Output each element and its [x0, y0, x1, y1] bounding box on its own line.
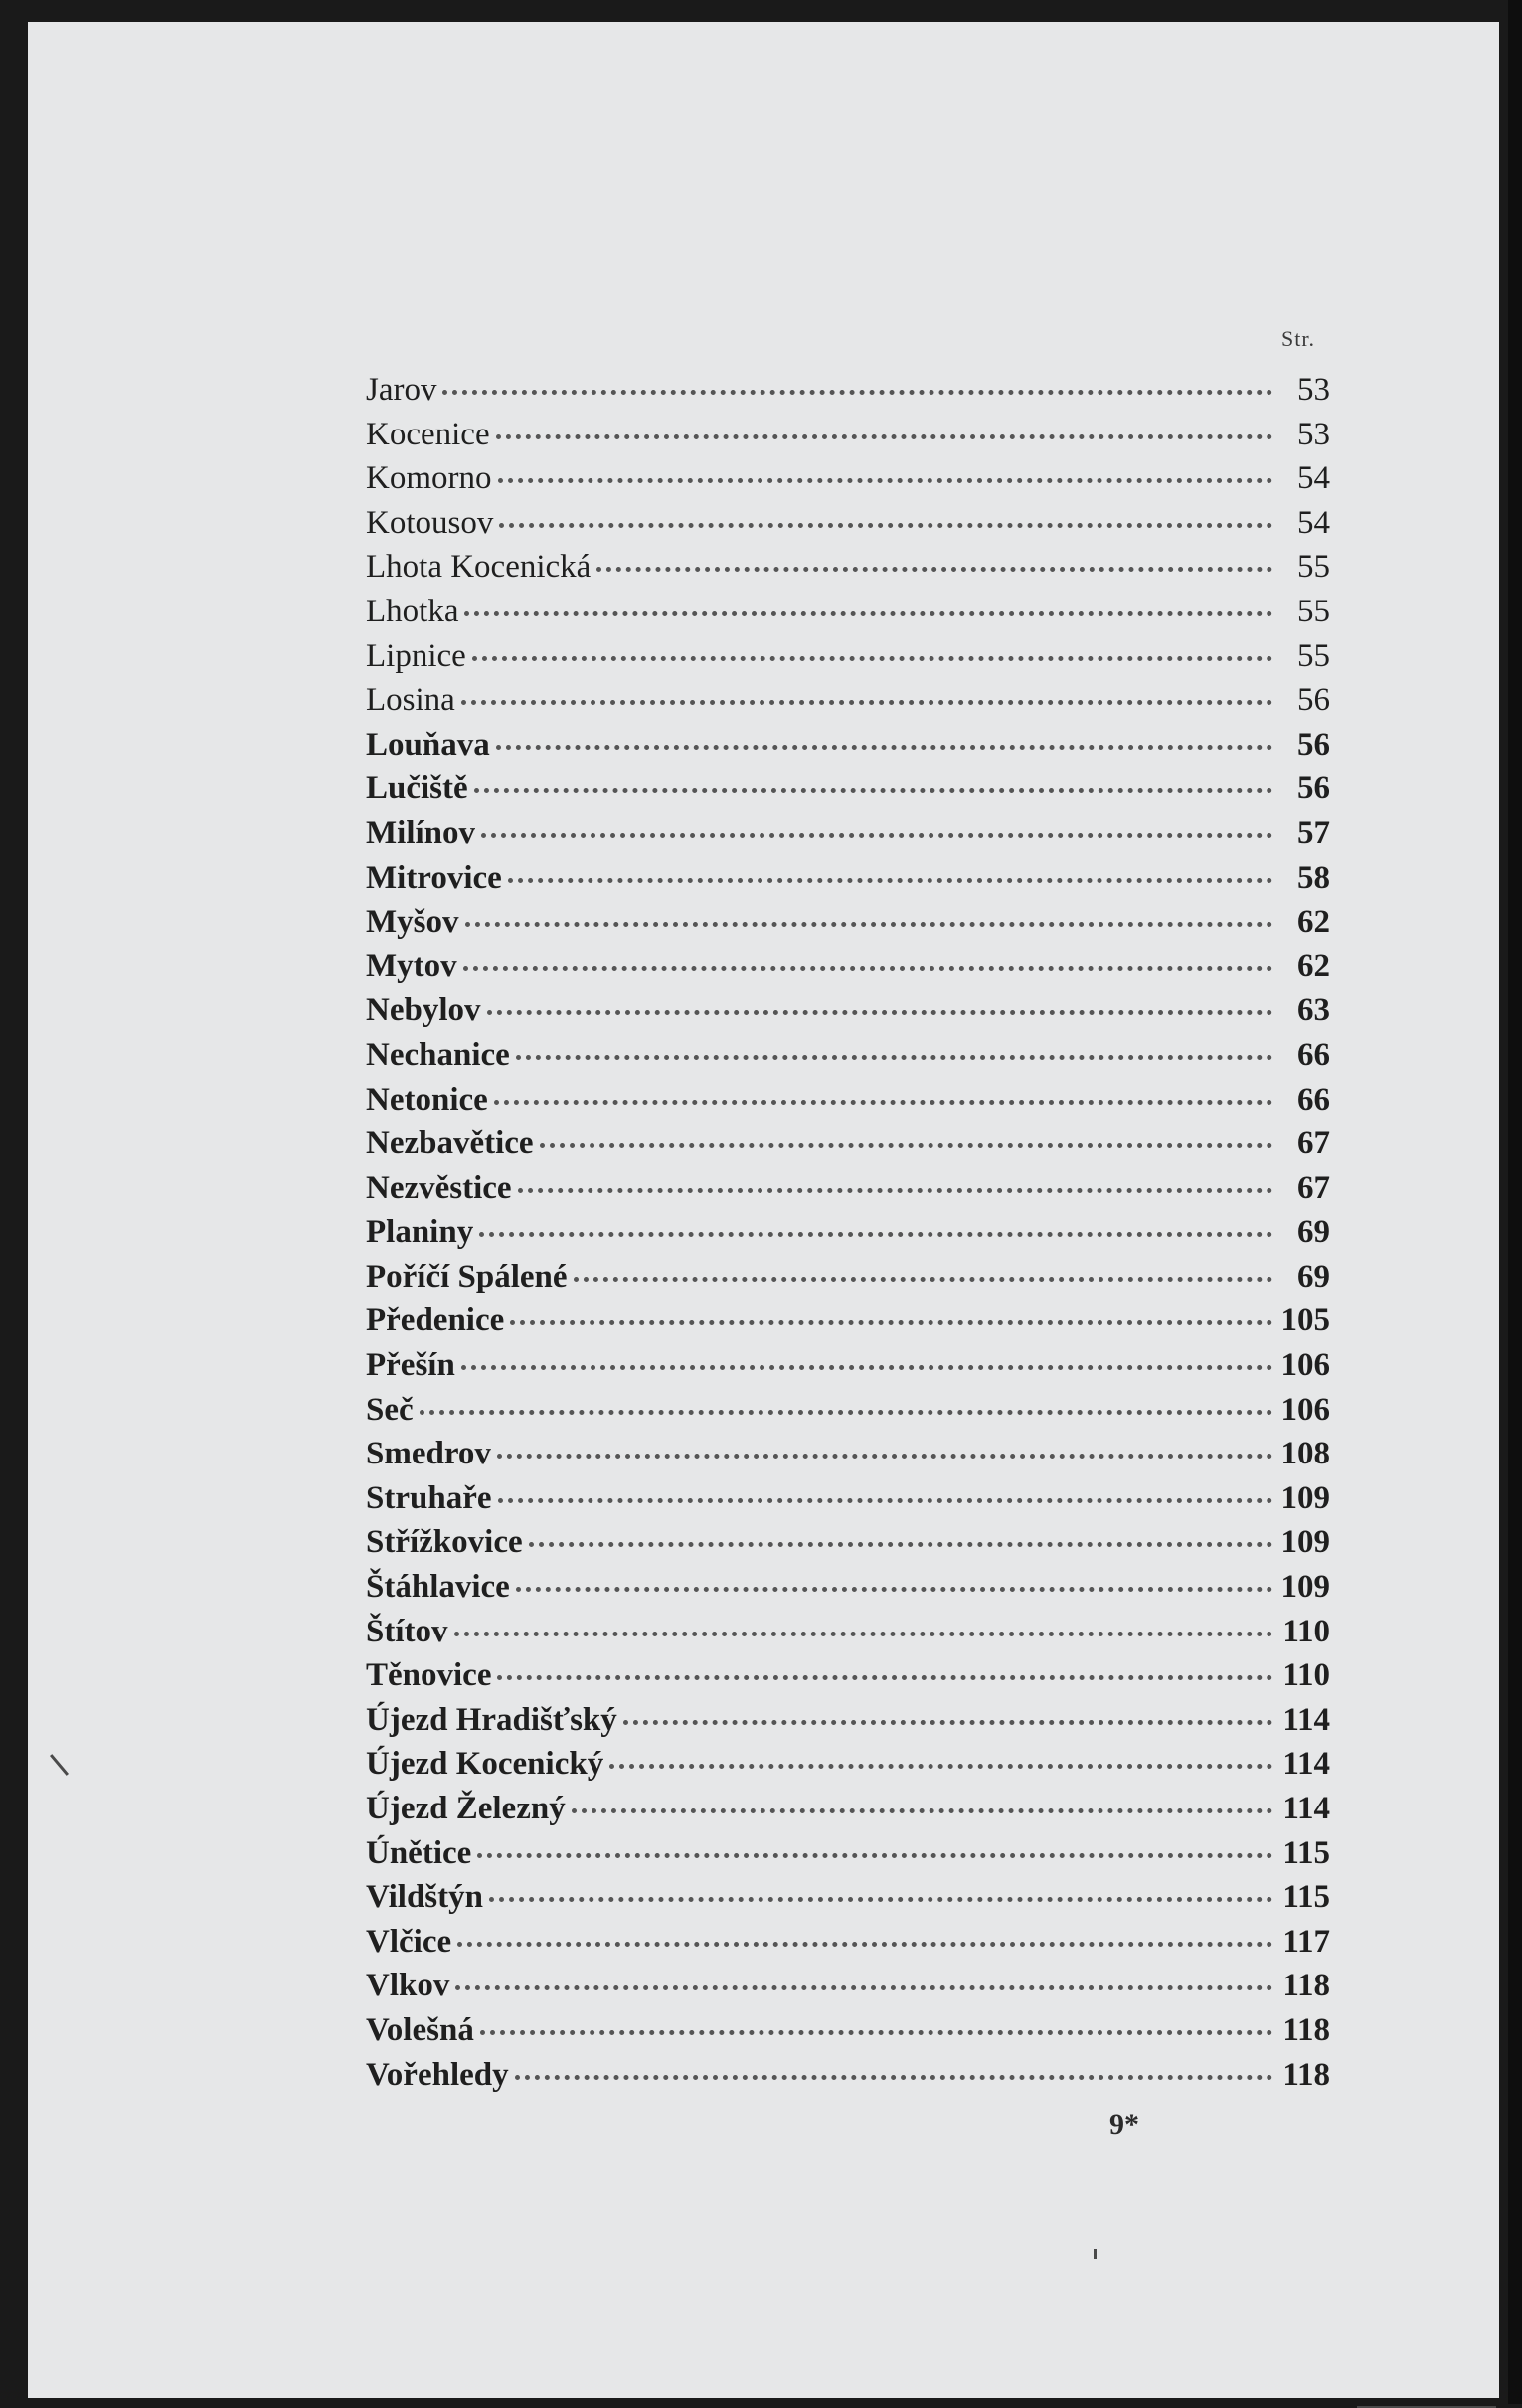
entry-page-number: 109 — [1280, 1479, 1330, 1516]
entry-name: Kotousov — [366, 504, 494, 541]
dot-leader — [496, 434, 1272, 439]
entry-name: Struhaře — [366, 1479, 492, 1516]
page-edge-shadow — [1508, 0, 1522, 2404]
dot-leader — [472, 656, 1272, 661]
dot-leader — [457, 1942, 1272, 1947]
dot-leader — [516, 1055, 1272, 1060]
entry-page-number: 56 — [1297, 771, 1330, 807]
toc-entry — [366, 904, 1330, 948]
entry-page-number: 56 — [1297, 726, 1330, 763]
toc-entry — [366, 1791, 1330, 1835]
toc-entry — [366, 1524, 1330, 1569]
dot-leader — [489, 1897, 1272, 1902]
toc-entry — [366, 1259, 1330, 1303]
entry-name: Nechanice — [366, 1036, 510, 1073]
entry-page-number: 54 — [1297, 504, 1330, 541]
dot-leader — [461, 700, 1272, 705]
entry-page-number: 57 — [1297, 814, 1330, 851]
toc-entry — [366, 2012, 1330, 2057]
entry-page-number: 66 — [1297, 1081, 1330, 1118]
entry-page-number: 63 — [1297, 992, 1330, 1029]
toc-entry — [366, 860, 1330, 905]
entry-name: Louňava — [366, 726, 490, 763]
entry-name: Vildštýn — [366, 1879, 483, 1916]
entry-name: Milínov — [366, 814, 476, 851]
toc-entry — [366, 1569, 1330, 1614]
toc-entry — [366, 1968, 1330, 2012]
dot-leader — [516, 1587, 1272, 1592]
dot-leader — [477, 1853, 1272, 1858]
entry-page-number: 108 — [1280, 1436, 1330, 1472]
entry-page-number: 69 — [1297, 1258, 1330, 1294]
toc-entry — [366, 727, 1330, 772]
entry-name: Újezd Hradišťský — [366, 1701, 617, 1738]
entry-page-number: 53 — [1297, 372, 1330, 408]
dot-leader — [572, 1808, 1272, 1813]
dot-leader — [574, 1277, 1272, 1282]
entry-page-number: 53 — [1297, 416, 1330, 452]
entry-page-number: 69 — [1297, 1214, 1330, 1251]
toc-entry — [366, 1746, 1330, 1791]
entry-name: Únětice — [366, 1834, 472, 1871]
dot-leader — [497, 1454, 1272, 1459]
toc-entry — [366, 992, 1330, 1037]
dot-leader — [529, 1542, 1272, 1547]
dot-leader — [498, 478, 1273, 483]
entry-name: Smedrov — [366, 1436, 491, 1472]
entry-name: Komorno — [366, 460, 492, 497]
entry-name: Lhotka — [366, 593, 459, 629]
toc-entry — [366, 1657, 1330, 1702]
toc-entry — [366, 1480, 1330, 1525]
toc-entry — [366, 1214, 1330, 1259]
dot-leader — [497, 1675, 1272, 1680]
entry-page-number: 62 — [1297, 904, 1330, 941]
table-of-contents — [366, 372, 1330, 2101]
entry-page-number: 66 — [1297, 1036, 1330, 1073]
entry-page-number: 55 — [1297, 549, 1330, 586]
dot-leader — [518, 1188, 1272, 1193]
entry-name: Lhota Kocenická — [366, 549, 592, 586]
toc-entry — [366, 1835, 1330, 1880]
dot-leader — [487, 1010, 1273, 1015]
dot-leader — [508, 878, 1272, 883]
entry-page-number: 115 — [1282, 1834, 1330, 1871]
entry-page-number: 67 — [1297, 1125, 1330, 1162]
toc-entry — [366, 1879, 1330, 1924]
entry-name: Nebylov — [366, 992, 481, 1029]
dot-leader — [596, 567, 1272, 572]
entry-page-number: 54 — [1297, 460, 1330, 497]
entry-name: Poříčí Spálené — [366, 1258, 568, 1294]
page-column-label: Str. — [1281, 326, 1315, 351]
toc-entry — [366, 815, 1330, 860]
entry-page-number: 114 — [1282, 1701, 1330, 1738]
entry-page-number: 106 — [1280, 1347, 1330, 1384]
entry-name: Štítov — [366, 1613, 448, 1649]
entry-name: Lipnice — [366, 637, 466, 674]
toc-entry — [366, 1170, 1330, 1215]
entry-name: Střížkovice — [366, 1524, 523, 1561]
dot-leader — [479, 1232, 1272, 1237]
entry-page-number: 115 — [1282, 1879, 1330, 1916]
book-page — [28, 22, 1499, 2398]
toc-entry — [366, 638, 1330, 683]
dot-leader — [498, 1498, 1273, 1503]
toc-entry — [366, 1614, 1330, 1658]
entry-page-number: 55 — [1297, 593, 1330, 629]
entry-name: Štáhlavice — [366, 1569, 510, 1606]
dot-leader — [499, 523, 1272, 528]
dot-leader — [474, 788, 1272, 793]
toc-entry — [366, 682, 1330, 727]
entry-name: Předenice — [366, 1302, 505, 1339]
dot-leader — [609, 1764, 1272, 1769]
dot-leader — [515, 2075, 1272, 2080]
entry-page-number: 106 — [1280, 1391, 1330, 1428]
entry-name: Mitrovice — [366, 859, 502, 896]
toc-entry — [366, 1302, 1330, 1347]
entry-name: Těnovice — [366, 1657, 492, 1694]
signature-mark: 9* — [1109, 2108, 1139, 2141]
dot-leader — [496, 745, 1272, 750]
entry-name: Újezd Železný — [366, 1791, 566, 1826]
margin-speck — [1094, 2249, 1097, 2259]
entry-name: Lučiště — [366, 771, 468, 807]
entry-name: Mytov — [366, 947, 457, 984]
toc-entry — [366, 948, 1330, 993]
toc-entry — [366, 1037, 1330, 1082]
entry-name: Netonice — [366, 1081, 488, 1118]
entry-page-number: 62 — [1297, 947, 1330, 984]
dot-leader — [442, 390, 1272, 395]
entry-name: Vořehledy — [366, 2056, 509, 2093]
entry-page-number: 110 — [1282, 1657, 1330, 1694]
entry-name: Nezvěstice — [366, 1169, 512, 1206]
dot-leader — [454, 1632, 1273, 1636]
entry-name: Losina — [366, 682, 455, 719]
entry-name: Kocenice — [366, 416, 490, 452]
entry-page-number: 114 — [1282, 1791, 1330, 1826]
dot-leader — [623, 1720, 1272, 1725]
entry-page-number: 105 — [1280, 1302, 1330, 1339]
toc-entry — [366, 1436, 1330, 1480]
entry-page-number: 117 — [1282, 1923, 1330, 1960]
toc-entry — [366, 417, 1330, 461]
entry-name: Vlkov — [366, 1968, 450, 2004]
entry-name: Přešín — [366, 1347, 455, 1384]
dot-leader — [465, 922, 1273, 927]
entry-name: Jarov — [366, 372, 437, 408]
dot-leader — [463, 966, 1272, 971]
dot-leader — [420, 1410, 1272, 1415]
toc-entry — [366, 771, 1330, 815]
dot-leader — [481, 833, 1272, 838]
toc-entry — [366, 1392, 1330, 1437]
entry-name: Volešná — [366, 2011, 474, 2048]
entry-page-number: 67 — [1297, 1169, 1330, 1206]
toc-entry — [366, 1125, 1330, 1170]
dot-leader — [464, 611, 1272, 616]
dot-leader — [461, 1365, 1272, 1370]
dot-leader — [480, 2030, 1272, 2035]
entry-page-number: 118 — [1282, 2056, 1330, 2093]
entry-name: Nezbavětice — [366, 1125, 534, 1162]
toc-entry — [366, 1082, 1330, 1126]
dot-leader — [540, 1143, 1272, 1148]
toc-entry — [366, 549, 1330, 594]
toc-entry — [366, 1347, 1330, 1392]
entry-page-number: 110 — [1282, 1613, 1330, 1649]
toc-entry — [366, 1702, 1330, 1747]
entry-page-number: 118 — [1282, 2011, 1330, 2048]
entry-name: Planiny — [366, 1214, 474, 1251]
margin-speck — [50, 1754, 69, 1776]
entry-page-number: 114 — [1282, 1746, 1330, 1783]
entry-name: Vlčice — [366, 1923, 452, 1960]
dot-leader — [494, 1100, 1272, 1105]
entry-page-number: 56 — [1297, 682, 1330, 719]
dot-leader — [510, 1320, 1272, 1325]
entry-page-number: 118 — [1282, 1968, 1330, 2004]
entry-page-number: 58 — [1297, 859, 1330, 896]
entry-name: Újezd Kocenický — [366, 1746, 604, 1783]
entry-name: Myšov — [366, 904, 459, 941]
entry-page-number: 109 — [1280, 1569, 1330, 1606]
dot-leader — [455, 1985, 1272, 1990]
toc-entry — [366, 460, 1330, 505]
toc-entry — [366, 372, 1330, 417]
toc-entry — [366, 1924, 1330, 1969]
toc-entry — [366, 594, 1330, 638]
toc-entry — [366, 2057, 1330, 2102]
entry-page-number: 55 — [1297, 637, 1330, 674]
toc-entry — [366, 505, 1330, 550]
entry-page-number: 109 — [1280, 1524, 1330, 1561]
entry-name: Seč — [366, 1391, 414, 1428]
